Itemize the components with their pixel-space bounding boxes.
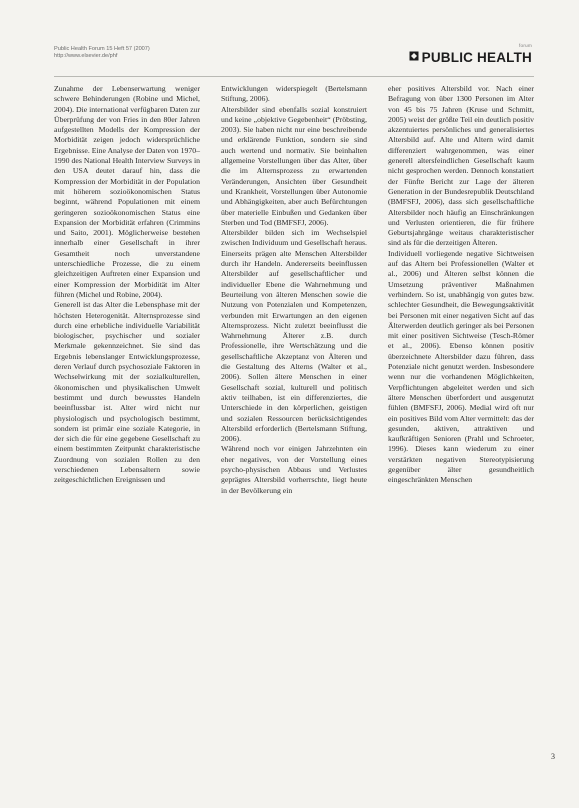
journal-url: http://www.elsevier.de/phf <box>54 53 118 59</box>
paragraph: Altersbilder bilden sich im Wechselspiel zwischen Individuum und Gesellschaft heraus. Einerseits prägen alte Menschen Altersbilder durch ihr Handeln. Andererseits beeinflussen Altersbilder auf gesellschaftlicher und individueller Ebene die Wahrnehmung und Beurteilung von älteren Menschen sowie die Nutzung von Potenzialen und Kompetenzen, verbunden mit Erwartungen an den eigenen Alternsprozess. Nicht zuletzt beeinflusst die Wahrnehmung Älterer z.B. durch Professionelle, ihre Wertschätzung und die gesellschaftliche Akzeptanz von Älteren und die Gestaltung des Alterns (Walter et al., 2006). Sollen ältere Menschen in einer Gesellschaft sozial, kulturell und politisch aktiv teilhaben, ist ein differenziertes, die Unterschiede in den körperlichen, geistigen und sozialen Ressourcen berücksichtigendes Altersbild erforderlich (Bertelsmann Stiftung, 2006). <box>221 228 367 444</box>
text-column-1 <box>54 84 200 496</box>
brand-title: PUBLIC HEALTH <box>421 50 532 65</box>
paragraph: Entwicklungen widerspiegelt (Bertelsmann Stiftung, 2006). <box>221 84 367 104</box>
paragraph: Individuell vorliegende negative Sichtweisen auf das Altern bei Professionellen (Walter et al., 2006) und Älteren selbst können die Umsetzung präventiver Maßnahmen verhindern. So ist, unabhängig von gutes bzw. schlechter Gesundheit, die Bewegungsaktivität bei Personen mit einer negativen Sicht auf das Älterwerden deutlich geringer als bei Personen mit einer positiven Sichtweise (Tesch-Römer et al., 2006). Ebenso können positiv überzeichnete Altersbilder dazu führen, dass Potenziale nicht genutzt werden. Insbesondere wenn nur die vorhandenen Möglichkeiten, Verpflichtungen abgeleitet werden und sich ältere Menschen überfordert und ausgenutzt fühlen (BMFSFJ, 2006). Medial wird oft nur ein positives Bild vom Alter vermittelt: das der gesunden, aktiven, attraktiven und kaufkräftigen Senioren (Prahl und Schroeter, 1996). Dieses kann wiederum zu einer verstärkten negativen Stereotypisierung gegenüber älter gesundheitlich eingeschränkten Menschen <box>388 248 534 485</box>
page-header <box>54 43 534 74</box>
text-column-2 <box>221 84 367 496</box>
text-column-3 <box>388 84 534 496</box>
page-number: 3 <box>551 752 555 761</box>
journal-brand <box>421 43 532 65</box>
paragraph: Generell ist das Alter die Lebensphase mit der höchsten Heterogenität. Alternsprozesse sind durch eine erhebliche individuelle Variabilität biologischer, psychischer und sozialer Merkmale gekennzeichnet. Sie sind das Ergebnis lebenslanger Entwicklungsprozesse, deren Verlauf durch psychosoziale Faktoren in Wechselwirkung mit der sozialkulturellen, ökonomischen und physikalischen Umwelt bestimmt und durch bewusstes Handeln beeinflussbar ist. Alter wird nicht nur physiologisch und psychologisch bestimmt, sondern ist primär eine soziale Kategorie, in der sich die für eine gegebene Gesellschaft zu einem bestimmten Zeitpunkt charakteristische Zuordnung von sozialen Rollen zu den verschiedenen Lebensaltern sowie zeitgeschichtlichen Ereignissen und <box>54 300 200 485</box>
journal-citation: Public Health Forum 15 Heft 57 (2007) <box>54 46 150 52</box>
journal-logo-icon <box>409 51 419 61</box>
paragraph: Zunahme der Lebenserwartung weniger schwere Behinderungen (Robine und Michel, 2004). Die international verfügbaren Daten zur Überprüfung der von Fries in den 80er Jahren aufgestellten Modells der Kompression der Morbidität zeigen jedoch widersprüchliche Ergebnisse. Eine Analyse der Daten von 1970–1990 des National Health Interview Surveys in den USA deutet darauf hin, dass die Kompression der Morbidität in der Population mit höherem sozioökonomischen Status beginnt, während Populationen mit einem geringeren sozioökonomischen Status eine Expansion der Morbidität erfahren (Crimmins und Saito, 2001). Möglicherweise bestehen innerhalb einer Gesellschaft in ihrer Gesamtheit noch unverstandene unterschiedliche Prozesse, die zu einem gleichzeitigen Auftreten einer Expansion und einer Kompression der Morbidität im Alter führen (Michel und Robine, 2004). <box>54 84 200 299</box>
article-body <box>54 84 534 496</box>
paragraph: Altersbilder sind ebenfalls sozial konstruiert und keine „objektive Gegebenheit“ (Pröbsting, 2003). Sie haben nicht nur eine beschreibende und erklärende Funktion, sondern sie sind auch wertend und normativ. Sie beinhalten allgemeine Vorstellungen über das Alter, über die im Alternsprozess zu erwartenden Veränderungen, Ansichten über Gesundheit und Krankheit, Vorstellungen über Autonomie und Abhängigkeiten, aber auch Befürchtungen über materielle Einbußen und Gedanken über Sterben und Tod (BMFSFJ, 2006). <box>221 104 367 227</box>
header-divider <box>54 76 534 77</box>
brand-kicker: forum <box>518 43 532 48</box>
paragraph: Während noch vor einigen Jahrzehnten ein eher negatives, von der Vorstellung eines psycho-physischen Abbaus und Verlustes geprägtes Altersbild vorherrschte, liegt heute in der Bevölkerung ein <box>221 444 367 495</box>
paragraph: eher positives Altersbild vor. Nach einer Befragung von über 1300 Personen im Alter von 45 bis 75 Jahren (Kruse und Schmitt, 2005) weist der größte Teil ein deutlich positiv akzentuiertes persönliches und generalisiertes Altersbild auf. Alte und Altern wird damit differenziert wahrgenommen, was einer generell altersfeindlichen Gesellschaft kaum nicht gesprochen werden. Dennoch konstatiert der Fünfte Bericht zur Lage der älteren Generation in der Bundesrepublik Deutschland (BMFSFJ, 2006), dass sich gesellschaftliche Altersbilder noch häufig an Einschränkungen und Verlusten orientieren, die für frühere Geburtsjahrgänge weitaus charakteristischer sind als für die derzeitigen Älteren. <box>388 84 534 248</box>
journal-info <box>54 46 150 60</box>
